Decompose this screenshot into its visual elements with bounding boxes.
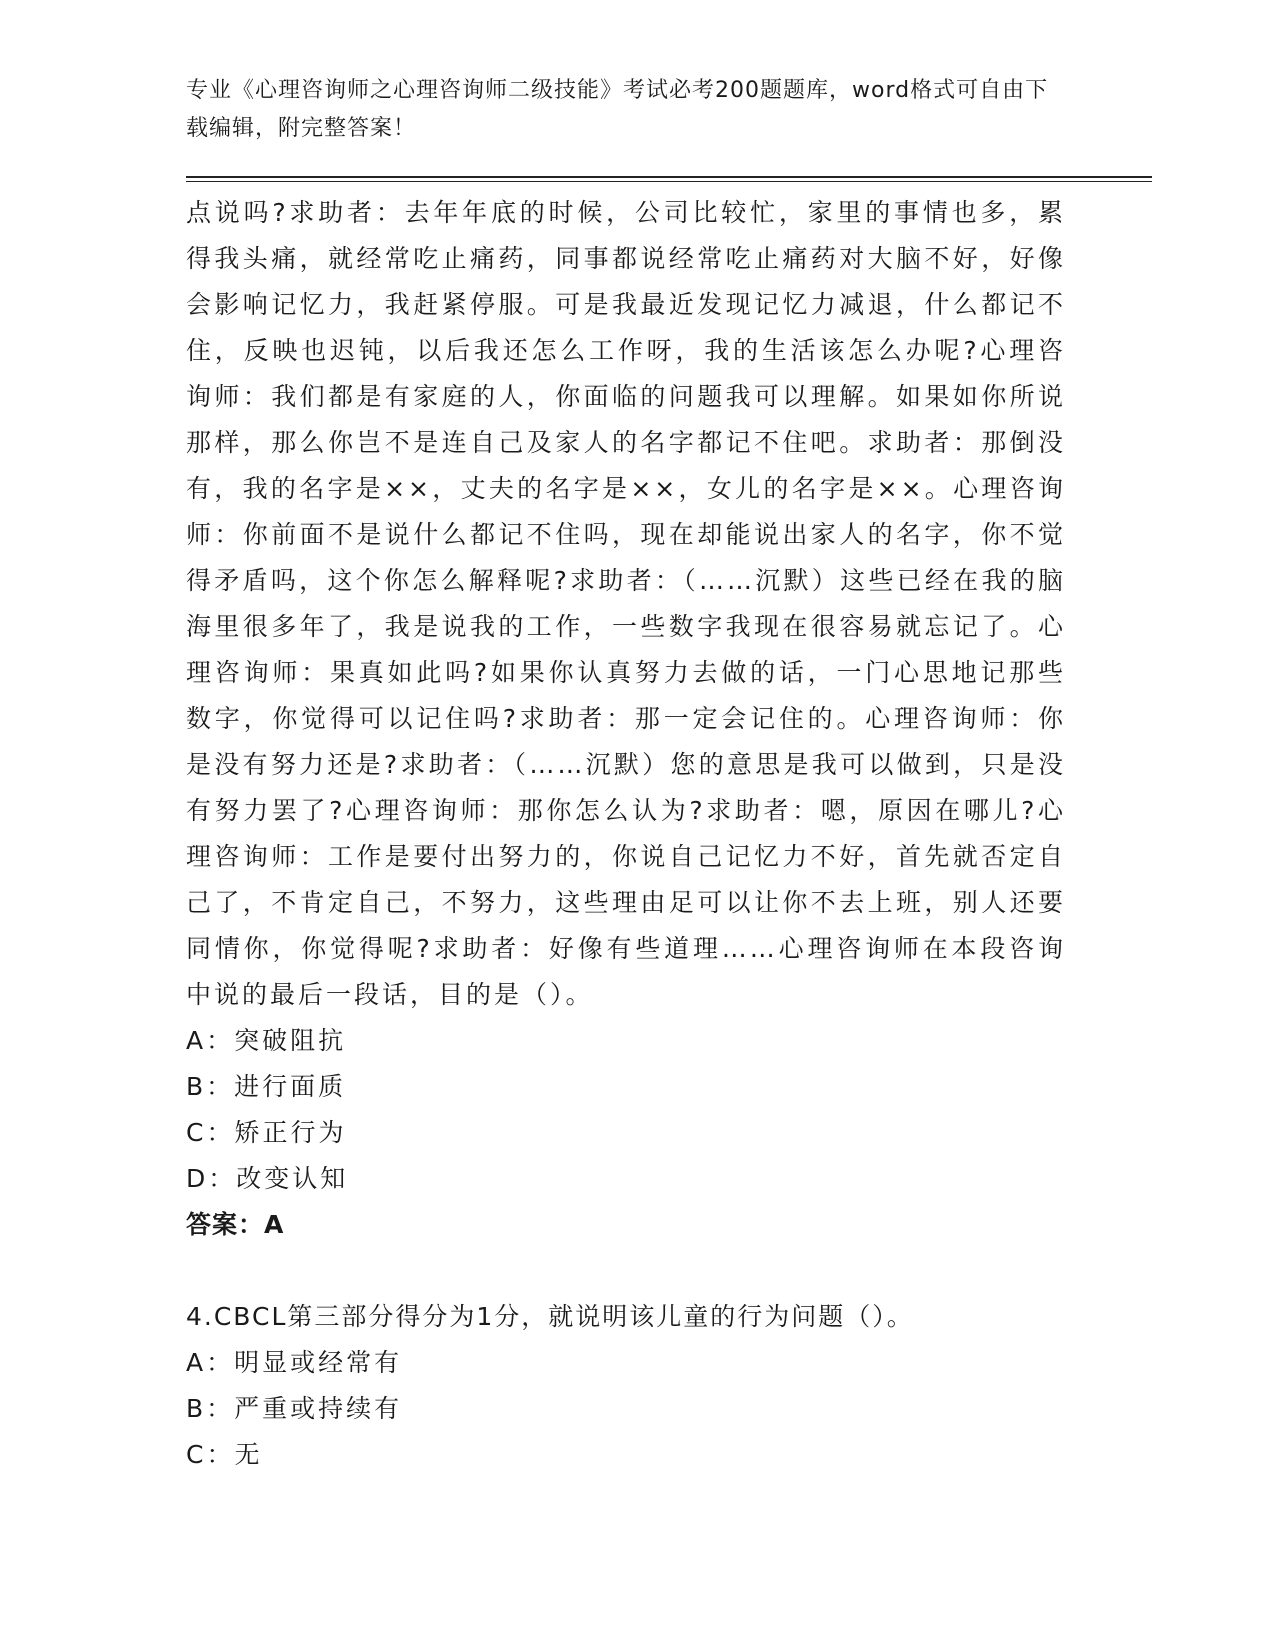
question-4-option-c: C：无 bbox=[186, 1440, 263, 1469]
document-header bbox=[186, 72, 1066, 148]
header-rule-thick bbox=[186, 176, 1152, 178]
document-body bbox=[186, 190, 1066, 1478]
question-3-option-a: A：突破阻抗 bbox=[186, 1026, 347, 1055]
question-3-answer: 答案：A bbox=[186, 1210, 285, 1239]
question-3-option-c: C：矫正行为 bbox=[186, 1118, 347, 1147]
question-3-passage: 点说吗?求助者：去年年底的时候，公司比较忙，家里的事情也多，累得我头痛，就经常吃止痛药，同事都说经常吃止痛药对大脑不好，好像会影响记忆力，我赶紧停服。可是我最近发现记忆力减退，什么都记不住，反映也迟钝，以后我还怎么工作呀，我的生活该怎么办呢?心理咨询师：我们都是有家庭的人，你面临的问题我可以理解。如果如你所说那样，那么你岂不是连自己及家人的名字都记不住吧。求助者：那倒没有，我的名字是××，丈夫的名字是××，女儿的名字是××。心理咨询师：你前面不是说什么都记不住吗，现在却能说出家人的名字，你不觉得矛盾吗，这个你怎么解释呢?求助者：（……沉默）这些已经在我的脑海里很多年了，我是说我的工作，一些数字我现在很容易就忘记了。心理咨询师：果真如此吗?如果你认真努力去做的话，一门心思地记那些数字，你觉得可以记住吗?求助者：那一定会记住的。心理咨询师：你是没有努力还是?求助者：（……沉默）您的意思是我可以做到，只是没有努力罢了?心理咨询师：那你怎么认为?求助者：嗯，原因在哪儿?心理咨询师：工作是要付出努力的，你说自己记忆力不好，首先就否定自己了，不肯定自己，不努力，这些理由足可以让你不去上班，别人还要同情你，你觉得呢?求助者：好像有些道理……心理咨询师在本段咨询中说的最后一段话，目的是（）。 bbox=[186, 198, 1066, 1009]
question-3-option-d: D：改变认知 bbox=[186, 1164, 349, 1193]
question-4-option-a: A：明显或经常有 bbox=[186, 1348, 403, 1377]
header-title: 专业《心理咨询师之心理咨询师二级技能》考试必考200题题库，word格式可自由下载编辑，附完整答案！ bbox=[186, 78, 1049, 141]
header-rule-thin bbox=[186, 181, 1152, 182]
question-4-option-b: B：严重或持续有 bbox=[186, 1394, 403, 1423]
question-4-stem: 4.CBCL第三部分得分为1分，就说明该儿童的行为问题（）。 bbox=[186, 1302, 914, 1331]
question-3-option-b: B：进行面质 bbox=[186, 1072, 347, 1101]
